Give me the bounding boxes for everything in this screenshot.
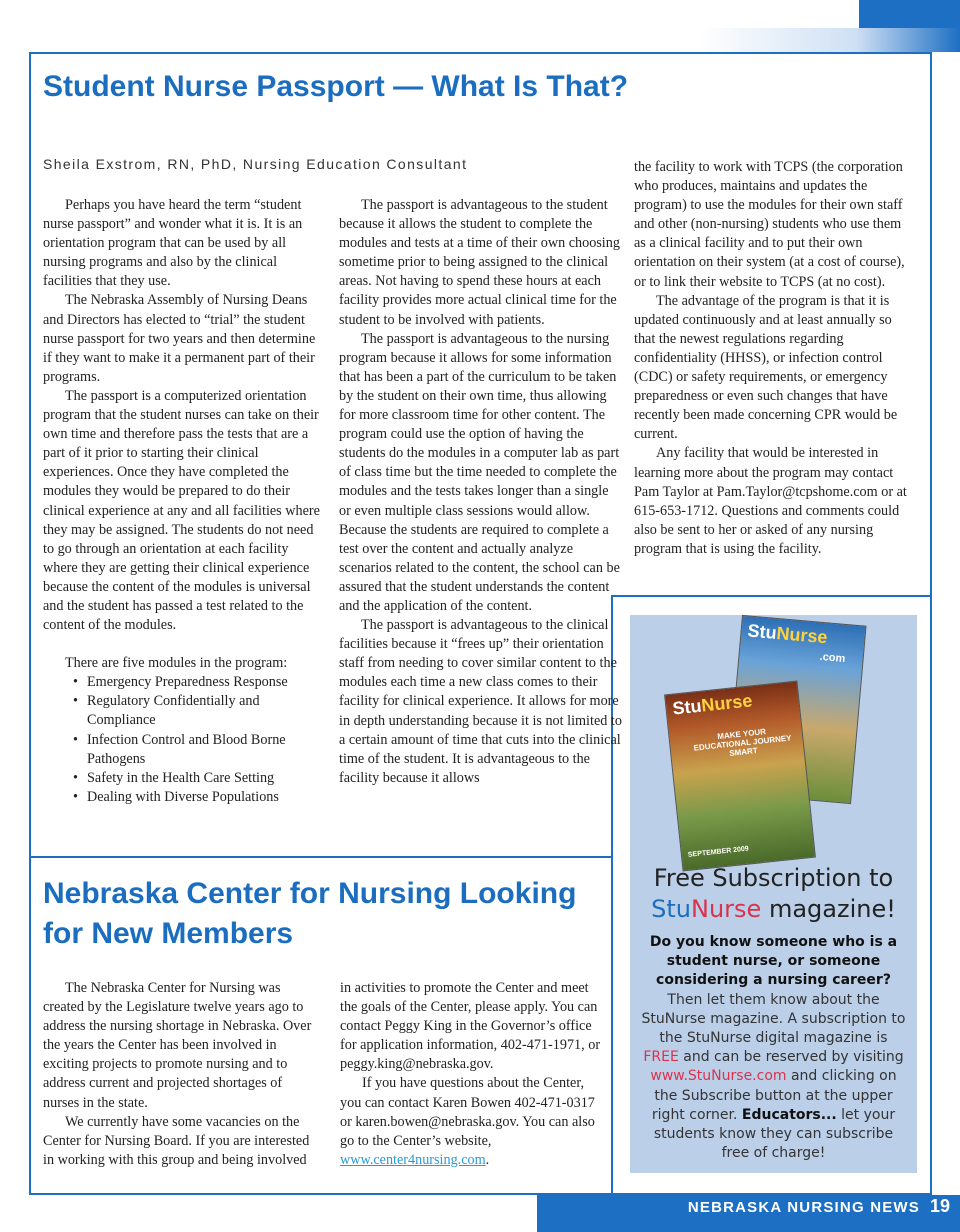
promo-text: let your students know they can subscribe free of charge! — [653, 1106, 896, 1162]
logo-nurse: Nurse — [775, 623, 829, 648]
brand-nurse: Nurse — [691, 895, 762, 923]
footer-bar — [537, 1195, 960, 1232]
publication-name: NEBRASKA NURSING NEWS — [687, 1199, 920, 1216]
list-item: • Regulatory Confidentially and Compliance — [87, 692, 325, 730]
logo-dotcom: .com — [819, 650, 846, 666]
promo-text: Then let them know about the StuNurse magazine. A subscription to the StuNurse digital magazine is — [641, 991, 906, 1047]
logo-stu: Stu — [671, 695, 703, 719]
page-number: 19 — [929, 1196, 950, 1216]
logo-nurse: Nurse — [700, 690, 754, 716]
paragraph: The passport is a computerized orientation program that the student nurses can take on their own time and therefore pass the tests that are a part of it prior to starting their clinical experiences. Once they have completed the modules they would be prepared to do their clinical experience at any and all facilities where they may be assigned. The students do not need to go through an orientation at each facility where they are getting their clinical experience because the content of the modules is universal and the student has passed a test related to the content of the modules. — [43, 387, 320, 634]
paragraph: Perhaps you have heard the term “student nurse passport” and wonder what it is. It is an orientation program that can be used by all nursing programs and also by the clinical facilities that they use. — [43, 197, 303, 290]
author-byline: Sheila Exstrom, RN, PhD, Nursing Education Consultant — [43, 156, 468, 172]
promo-text: and clicking on the Subscribe button at the upper right corner. — [651, 1068, 897, 1123]
cover-headline: MAKE YOUR EDUCATIONAL JOURNEY SMART — [693, 727, 792, 758]
cover-date: SEPTEMBER 2009 — [687, 845, 750, 859]
end-punctuation: . — [485, 1151, 490, 1168]
paragraph: Any facility that would be interested in learning more about the program may contact Pam Taylor at Pam.Taylor@tcpshome.com or at 615-653-1712. Questions and comments could also be sent to her or asked of any nursing program that is using the facility. — [634, 445, 907, 557]
promo-top-border — [611, 595, 932, 597]
promo-title-line1: Free Subscription to — [653, 864, 894, 892]
subscription-promo — [630, 615, 917, 1173]
article1-column-1 — [43, 196, 325, 807]
promo-question: Do you know someone who is a student nurse, or someone considering a nursing career? — [649, 934, 898, 989]
paragraph: The Nebraska Center for Nursing was created by the Legislature twelve years ago to address the nursing shortage in Nebraska. Over the years the Center has been involved in exciting projects to promote nursing and to address current and projected shortages of nurses in the state. — [43, 980, 312, 1111]
paragraph: the facility to work with TCPS (the corporation who produces, maintains and updates the program) to use the modules for their own staff and other (non-nursing) students who use them as a clinical facility and to put their own orientation on their system (at a cost of course), or to link their website to TCPS (at no cost). — [634, 159, 905, 290]
list-item: • Emergency Preparedness Response — [87, 673, 325, 692]
promo-text: and can be reserved by visiting — [678, 1049, 904, 1066]
list-item: • Infection Control and Blood Borne Pathogens — [87, 731, 325, 769]
brand-stu: Stu — [651, 895, 691, 923]
article1-column-2 — [339, 196, 623, 788]
paragraph: in activities to promote the Center and meet the goals of the Center, please apply. You can contact Peggy King in the Governor’s office for application information, 402-471-1971, or peggy.king@nebraska.gov. — [340, 980, 601, 1073]
magazine-cover-front — [664, 680, 816, 871]
paragraph: The passport is advantageous to the clinical facilities because it “frees up” their orientation staff from needing to cover similar content to the modules each time a new class comes to their facility for clinical experience. It allows for more in depth understanding because it is not limited to a certain amount of time that cuts into the clinical time of the student. It is advantageous to the facility because it allows — [339, 617, 622, 786]
article2-column-1 — [43, 979, 318, 1170]
modules-list — [43, 673, 325, 807]
article2-title: Nebraska Center for Nursing Looking for New Members — [43, 877, 577, 950]
stunurse-link[interactable]: www.StuNurse.com — [650, 1068, 787, 1085]
magazine-logo — [747, 620, 829, 648]
free-highlight: FREE — [643, 1049, 679, 1066]
list-item: • Safety in the Health Care Setting — [87, 769, 325, 788]
article-title: Student Nurse Passport — What Is That? — [43, 70, 629, 103]
article2-column-2 — [340, 979, 602, 1170]
section-divider — [29, 856, 613, 858]
corner-accent-block — [859, 0, 960, 28]
article1-column-3 — [634, 158, 916, 559]
list-item: • Dealing with Diverse Populations — [87, 788, 325, 807]
center-website-link[interactable]: www.center4nursing.com — [340, 1151, 486, 1168]
promo-title-line2 — [630, 894, 917, 925]
educators-label: Educators... — [741, 1106, 837, 1123]
paragraph: The passport is advantageous to the student because it allows the student to complete the modules and tests at a time of their own choosing sometime prior to being assigned to the clinical areas. Not having to spend these hours at each facility provides more actual clinical time for the student to be involved with patients. — [339, 197, 620, 328]
magazine-logo — [672, 690, 754, 719]
promo-title-suffix: magazine! — [761, 895, 896, 923]
logo-stu: Stu — [746, 620, 778, 643]
paragraph: The advantage of the program is that it is updated continuously and at least annually so that the newest regulations regarding confidentiality (HHSS), or infection control (CDC) or safety requirements, or emergency preparedness or even such changes that have recently been made concerning CPR would be current. — [634, 292, 898, 443]
promo-body — [640, 933, 907, 1163]
promo-title — [630, 863, 917, 925]
paragraph-text: If you have questions about the Center, you can contact Karen Bowen 402-471-0317 or karen.bowen@nebraska.gov. You can also go to the Center’s website, — [340, 1075, 595, 1149]
paragraph: The Nebraska Assembly of Nursing Deans and Directors has elected to “trial” the student nurse passport for two years and then determine if they want to make it a permanent part of their programs. — [43, 292, 316, 385]
paragraph: We currently have some vacancies on the Center for Nursing Board. If you are interested in working with this group and being involved — [43, 1113, 310, 1168]
paragraph: The passport is advantageous to the nursing program because it allows for some information that has been a part of the curriculum to be taken by the student on their own time, thus allowing for more classroom time for other content. The program could use the option of having the students do the modules in a computer lab as part of class time but the time needed to complete the modules and the tests takes longer than a single or even multiple class sessions would allow. Because the students are required to complete a test over the content and actually analyze scenarios related to the content, the school can be assured that the student understands the content and the application of the content. — [339, 330, 620, 614]
paragraph — [340, 1074, 602, 1169]
modules-intro: There are five modules in the program: — [65, 655, 288, 672]
corner-gradient-strip — [700, 28, 960, 52]
